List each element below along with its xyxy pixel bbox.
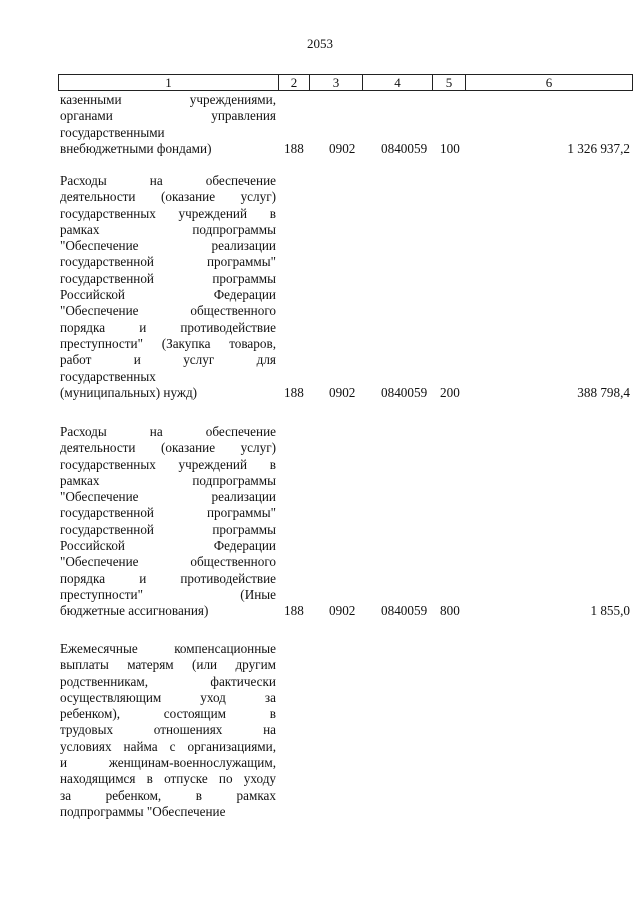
table-row bbox=[58, 424, 633, 620]
row-admin-code: 188 bbox=[284, 140, 304, 156]
row-admin-code: 188 bbox=[284, 603, 304, 619]
header-col-2: 2 bbox=[278, 75, 309, 90]
description-line: порядка и противодействие bbox=[60, 570, 276, 586]
row-target-code: 0840059 bbox=[381, 603, 428, 619]
description-line: трудовых отношениях на bbox=[60, 722, 276, 738]
description-line: рамках подпрограммы bbox=[60, 221, 276, 237]
description-line: преступности" (Иные bbox=[60, 586, 276, 602]
description-line: бюджетные ассигнования) bbox=[60, 603, 209, 619]
description-line: Российской Федерации bbox=[60, 538, 276, 554]
header-col-3: 3 bbox=[309, 75, 362, 90]
header-col-4: 4 bbox=[362, 75, 432, 90]
description-line: осуществляющим уход за bbox=[60, 689, 276, 705]
description-line: ребенком), состоящим в bbox=[60, 706, 276, 722]
description-line: деятельности (оказание услуг) bbox=[60, 440, 276, 456]
row-description bbox=[60, 641, 276, 820]
row-expense-type: 100 bbox=[440, 140, 460, 156]
row-target-code: 0840059 bbox=[381, 140, 428, 156]
row-expense-type: 800 bbox=[440, 603, 460, 619]
row-amount: 1 855,0 bbox=[590, 603, 630, 619]
description-line: рамках подпрограммы bbox=[60, 472, 276, 488]
description-line: государственной программы bbox=[60, 521, 276, 537]
description-line: порядка и противодействие bbox=[60, 319, 276, 335]
row-target-code: 0840059 bbox=[381, 384, 428, 400]
description-line: казенными учреждениями, bbox=[60, 92, 276, 107]
description-line: выплаты матерям (или другим bbox=[60, 657, 276, 673]
description-line: государственными bbox=[60, 124, 165, 140]
description-line: работ и услуг для bbox=[60, 352, 276, 368]
page-number: 2053 bbox=[307, 36, 333, 51]
description-line: государственной программы" bbox=[60, 254, 276, 270]
table-row bbox=[58, 641, 633, 820]
header-col-1: 1 bbox=[165, 75, 172, 90]
description-line: и женщинам-военнослужащим, bbox=[60, 755, 276, 771]
row-section-code: 0902 bbox=[329, 603, 356, 619]
description-line: условиях найма с организациями, bbox=[60, 738, 276, 754]
description-line: (муниципальных) нужд) bbox=[60, 384, 198, 400]
row-description bbox=[60, 424, 276, 620]
description-line: "Обеспечение общественного bbox=[60, 303, 276, 319]
table-row bbox=[58, 173, 633, 401]
description-line: государственных bbox=[60, 368, 156, 384]
row-amount: 1 326 937,2 bbox=[567, 140, 630, 156]
table-header-row bbox=[58, 74, 633, 91]
description-line: органами управления bbox=[60, 108, 276, 124]
description-line: Расходы на обеспечение bbox=[60, 424, 276, 439]
description-line: государственных учреждений в bbox=[60, 456, 276, 472]
description-line: государственных учреждений в bbox=[60, 205, 276, 221]
row-amount: 388 798,4 bbox=[577, 384, 630, 400]
table-row bbox=[58, 92, 633, 157]
description-line: родственникам, фактически bbox=[60, 673, 276, 689]
row-admin-code: 188 bbox=[284, 384, 304, 400]
description-line: преступности" (Закупка товаров, bbox=[60, 335, 276, 351]
description-line: "Обеспечение реализации bbox=[60, 489, 276, 505]
description-line: государственной программы bbox=[60, 270, 276, 286]
row-expense-type: 200 bbox=[440, 384, 460, 400]
description-line: государственной программы" bbox=[60, 505, 276, 521]
description-line: находящимся в отпуске по уходу bbox=[60, 771, 276, 787]
description-line: за ребенком, в рамках bbox=[60, 787, 276, 803]
description-line: Ежемесячные компенсационные bbox=[60, 641, 276, 656]
header-col-5: 5 bbox=[432, 75, 465, 90]
description-line: Расходы на обеспечение bbox=[60, 173, 276, 188]
description-line: "Обеспечение общественного bbox=[60, 554, 276, 570]
row-description bbox=[60, 92, 276, 157]
row-section-code: 0902 bbox=[329, 384, 356, 400]
description-line: Российской Федерации bbox=[60, 287, 276, 303]
description-line: подпрограммы "Обеспечение bbox=[60, 803, 226, 819]
row-section-code: 0902 bbox=[329, 140, 356, 156]
description-line: "Обеспечение реализации bbox=[60, 238, 276, 254]
header-col-6: 6 bbox=[465, 75, 632, 90]
description-line: внебюджетными фондами) bbox=[60, 140, 212, 156]
row-description bbox=[60, 173, 276, 401]
description-line: деятельности (оказание услуг) bbox=[60, 189, 276, 205]
